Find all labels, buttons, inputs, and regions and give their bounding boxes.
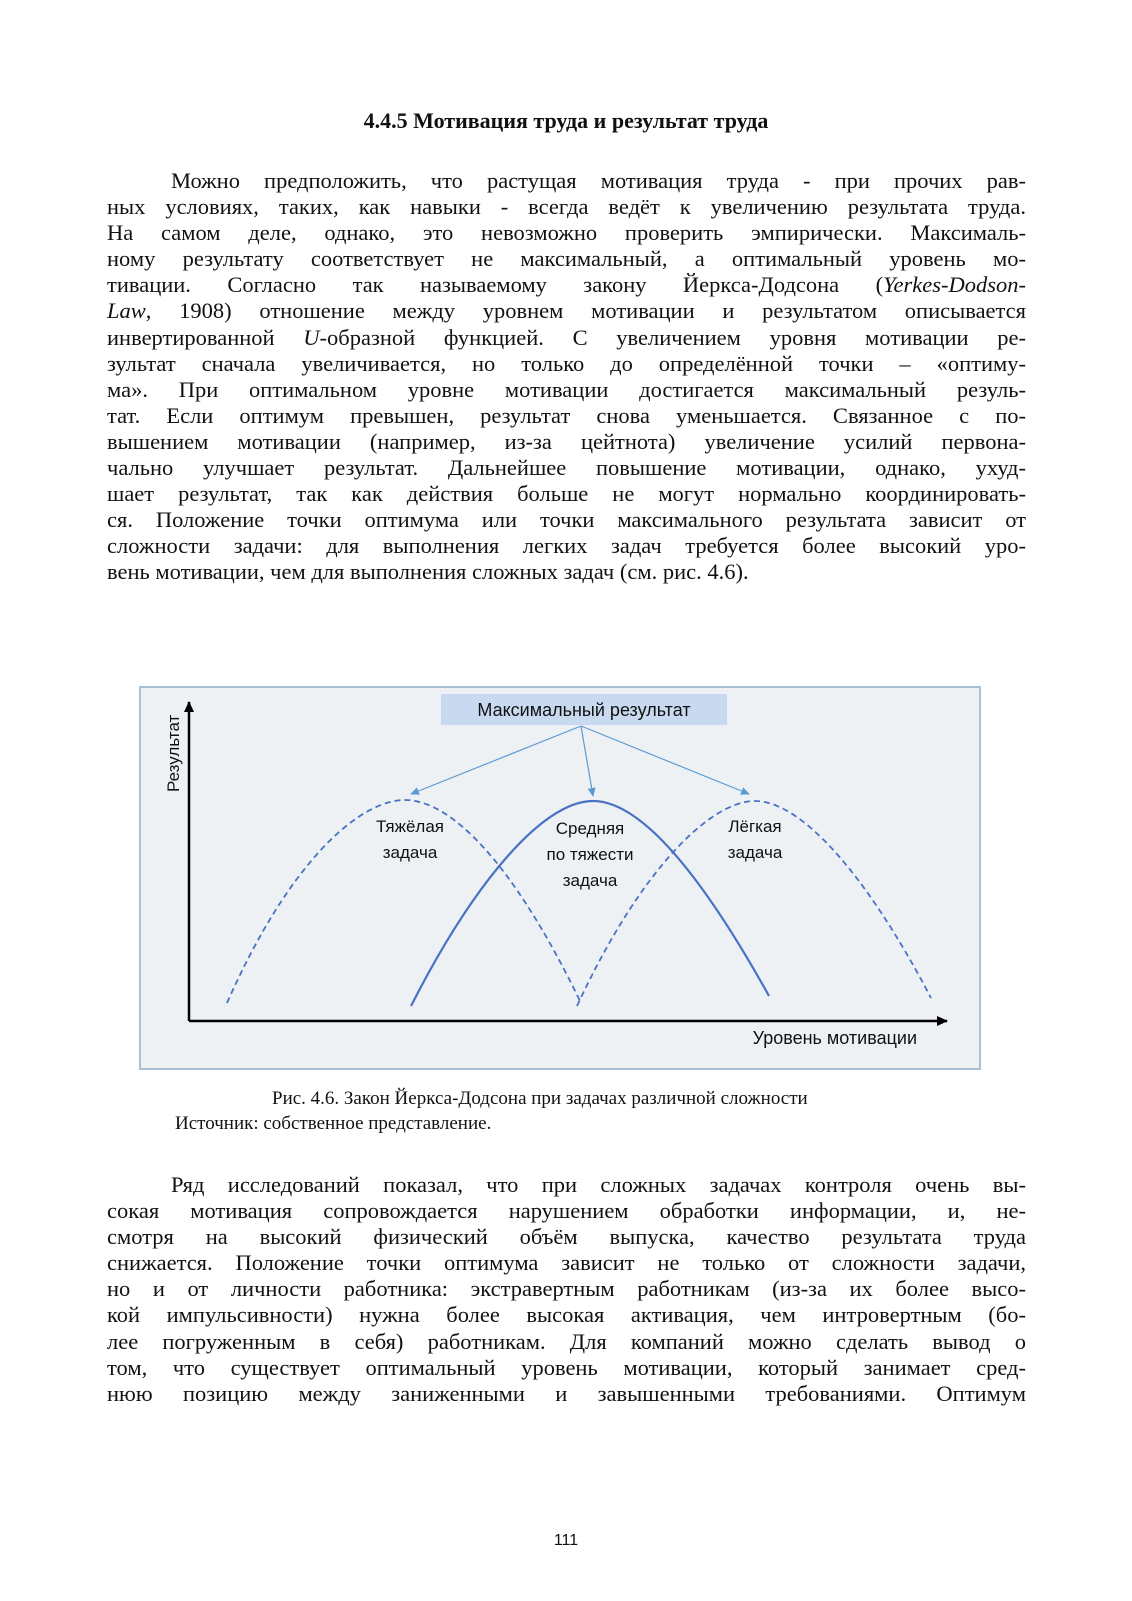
text-line: сокая мотивация сопровождается нарушением обработки информации, и, не-: [107, 1198, 1026, 1224]
paragraph-1: [107, 168, 1026, 586]
text-line: ся. Положение точки оптимума или точки максимального результата зависит от: [107, 507, 1026, 533]
text-line: ному результату соответствует не максимальный, а оптимальный уровень мо-: [107, 246, 1026, 272]
top-label: Максимальный результат: [477, 700, 691, 720]
diagram-svg: [141, 688, 983, 1072]
text-line: том, что существует оптимальный уровень мотивации, который занимает сред-: [107, 1354, 1026, 1380]
text-run: инвертированной: [107, 324, 304, 350]
text-line: снижается. Положение точки оптимума зависит не только от сложности задачи,: [107, 1250, 1026, 1276]
medium-task-label: Средняя: [555, 819, 625, 838]
figure-caption: Рис. 4.6. Закон Йеркса-Додсона при задачах различной сложности: [272, 1088, 808, 1109]
text-line: нюю позицию между заниженными и завышенными требованиями. Оптимум: [107, 1380, 1026, 1406]
figure-source: Источник: собственное представление.: [175, 1113, 492, 1134]
text-line: [107, 272, 1026, 298]
arrow-to-hard-peak: [411, 726, 581, 794]
hard-task-label: задача: [382, 843, 438, 862]
text-line: лее погруженным в себя) работникам. Для компаний можно сделать вывод о: [107, 1328, 1026, 1354]
latin-term: Yerkes-Dodson-: [883, 272, 1026, 298]
text-line: ма». При оптимальном уровне мотивации достигается максимальный резуль-: [107, 376, 1026, 402]
text-line: Ряд исследований показал, что при сложных задачах контроля очень вы-: [171, 1172, 1026, 1197]
section-title: 4.4.5 Мотивация труда и результат труда: [363, 108, 769, 133]
figure-yerkes-dodson: [139, 686, 981, 1070]
text-line: шает результат, так как действия больше не могут нормально координировать-: [107, 481, 1026, 507]
easy-task-label: Лёгкая: [728, 817, 782, 836]
medium-task-label: по тяжести: [546, 845, 634, 864]
easy-task-label: задача: [727, 843, 783, 862]
arrow-to-medium-peak: [581, 726, 593, 796]
text-line: чально улучшает результат. Дальнейшее повышение мотивации, однако, ухуд-: [107, 455, 1026, 481]
arrow-to-easy-peak: [581, 726, 749, 794]
text-line: На самом деле, однако, это невозможно проверить эмпирически. Максималь-: [107, 220, 1026, 246]
u-letter: U: [303, 324, 320, 350]
page-number: 111: [553, 1532, 579, 1549]
medium-task-label: задача: [562, 871, 618, 890]
text-run: , 1908) отношение между уровнем мотивации и результатом описывается: [145, 298, 1026, 324]
text-line: [107, 298, 1026, 324]
hard-task-label: Тяжёлая: [375, 817, 445, 836]
text-line: ных условиях, таких, как навыки - всегда ведёт к увеличению результата труда.: [107, 194, 1026, 220]
text-run: тивации. Согласно так называемому закону Йеркса-Додсона (: [107, 272, 884, 298]
text-line: кой импульсивности) нужна более высокая активация, чем интровертным (бо-: [107, 1302, 1026, 1328]
paragraph-2: [107, 1172, 1026, 1407]
text-line: сложности задачи: для выполнения легких задач требуется более высокий уро-: [107, 533, 1026, 559]
text-run: -образной функцией. С увеличением уровня мотивации ре-: [319, 324, 1026, 350]
text-line: [107, 325, 1026, 351]
text-line: вышением мотивации (например, из-за цейтнота) увеличение усилий первона-: [107, 428, 1026, 454]
x-axis-label: Уровень мотивации: [752, 1028, 917, 1048]
text-line: вень мотивации, чем для выполнения сложных задач (см. рис. 4.6).: [107, 559, 749, 585]
text-line: Можно предположить, что растущая мотивация труда - при прочих рав-: [171, 168, 1026, 193]
latin-term: Law: [107, 298, 146, 324]
text-line: зультат сначала увеличивается, но только до определённой точки – «оптиму-: [107, 350, 1026, 376]
y-axis-label: Результат: [164, 714, 183, 792]
text-line: тат. Если оптимум превышен, результат снова уменьшается. Связанное с по-: [107, 402, 1026, 428]
text-line: но и от личности работника: экстравертным работникам (из-за их более высо-: [107, 1276, 1026, 1302]
text-line: смотря на высокий физический объём выпуска, качество результата труда: [107, 1224, 1026, 1250]
